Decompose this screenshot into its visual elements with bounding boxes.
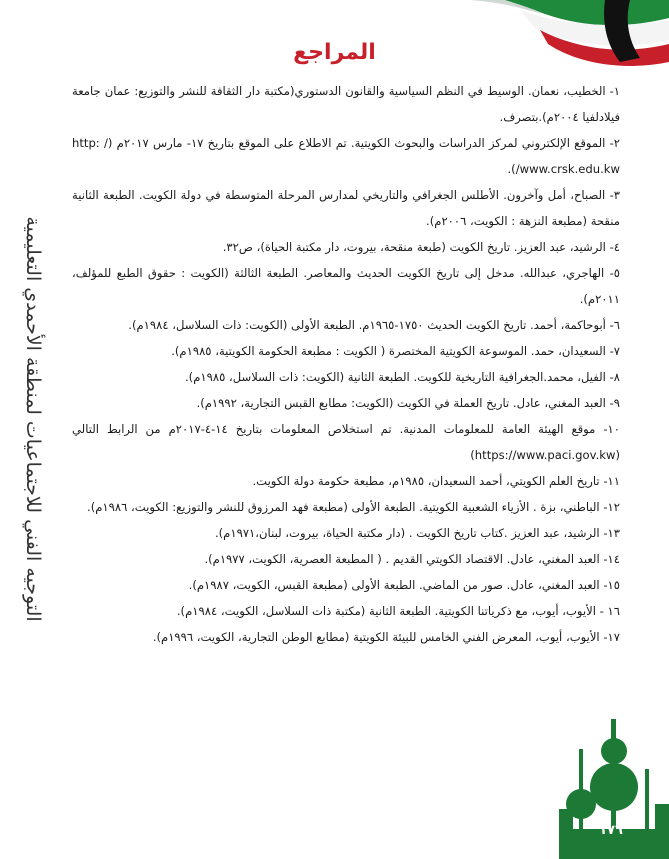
reference-item: ٨- الفيل، محمد.الجغرافية التاريخية للكويت. الطبعة الثانية (الكويت: ذات السلاسل، ١٩٨٥م). [185,370,620,384]
reference-item: ١٢- الباطني، بزة . الأزياء الشعبية الكويتية. الطبعة الأولى (مطبعة فهد المرزوق للنشر والتوزيع: الكويت، ١٩٨٦م). [87,500,620,514]
reference-item: ١٣- الرشيد، عبد العزيز .كتاب تاريخ الكويت . (دار مكتبة الحياة، بيروت، لبنان،١٩٧١م). [214,526,620,540]
reference-item: ١٥- العبد المغني، عادل. صور من الماضي. الطبعة الأولى (مطبعة القبس، الكويت، ١٩٨٧م). [188,578,620,592]
reference-item: ٥- الهاجري، عبدالله. مدخل إلى تاريخ الكويت الحديث والمعاصر. الطبعة الثالثة (الكويت : حقوق الطبع للمؤلف، ٢٠١١م). [72,266,620,306]
reference-item: ٣- الصباح، أمل وآخرون. الأطلس الجغرافي والتاريخي لمدارس المرحلة المتوسطة في دولة الكويت. الطبعة الثانية منقحة (مطبعة النزهة : الكويت، ٢٠٠٦م). [72,188,620,228]
reference-item: ١٠- موقع الهيئة العامة للمعلومات المدنية. تم استخلاص المعلومات بتاريخ ١٤-٤-٢٠١٧م من الرابط التالي (https://www.paci.gov.kw) [72,422,621,462]
reference-item: ١١- تاريخ العلم الكويتي، أحمد السعيدان، ١٩٨٥م، مطبعة حكومة دولة الكويت. [252,474,620,488]
reference-item: ١٤- العبد المغني، عادل. الاقتصاد الكويتي القديم . ( المطبعة العصرية، الكويت، ١٩٧٧م). [204,552,620,566]
reference-item: ١٦ - الأيوب، أيوب، مع ذكرياتنا الكويتية. الطبعة الثانية (مكتبة ذات السلاسل، الكويت، ١٩٨٤م). [176,604,620,618]
reference-item: ١- الخطيب، نعمان. الوسيط في النظم السياسية والقانون الدستوري(مكتبة دار الثقافة للنشر والتوزيع: عمان جامعة فيلادلفيا ٢٠٠٤م).بتصرف. [72,84,620,124]
reference-item: ٧- السعيدان، حمد. الموسوعة الكويتية المختصرة ( الكويت : مطبعة الحكومة الكويتية، ١٩٨٥م). [171,344,620,358]
reference-item: ٢- الموقع الإلكتروني لمركز الدراسات والبحوث الكويتية. تم الاطلاع على الموقع بتاريخ ١٧- مارس ٢٠١٧م (http: / /www.crsk.edu.kw). [72,136,620,176]
reference-item: ٤- الرشيد، عبد العزيز. تاريخ الكويت (طبعة منقحة، بيروت، دار مكتبة الحياة)، ص٣٢. [222,240,620,254]
page-number: ١٧٦ [599,823,623,838]
reference-item: ٦- أبوحاكمة، أحمد. تاريخ الكويت الحديث ١٧٥٠-١٩٦٥م. الطبعة الأولى (الكويت: ذات السلاسل، ١٩٨٤م). [128,318,620,332]
reference-item: ٩- العبد المغني، عادل. تاريخ العملة في الكويت (الكويت: مطابع القبس التجارية، ١٩٩٢م). [196,396,620,410]
references-list [72,78,620,650]
page-title: المراجع [293,40,376,65]
side-vertical-title: التوجيه الفني للاجتماعيات لمنطقة الأحمدي التعليمية [22,216,44,622]
reference-item: ١٧- الأيوب، أيوب، المعرض الفني الخامس للبيئة الكويتية (مطابع الوطن التجارية، الكويت، ١٩٩٦م). [152,630,620,644]
